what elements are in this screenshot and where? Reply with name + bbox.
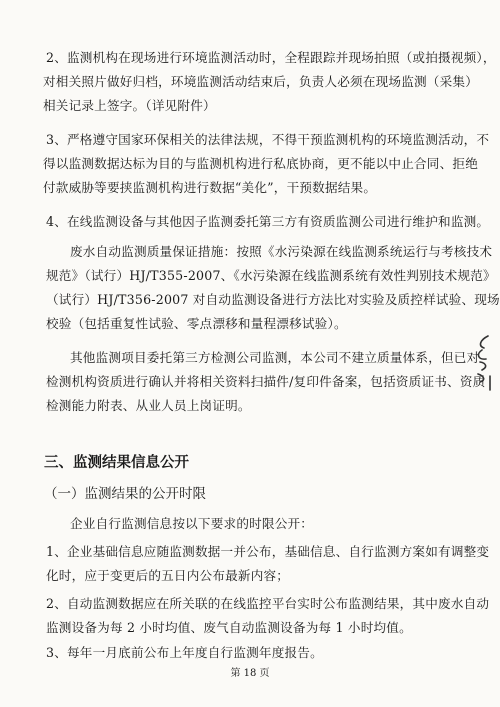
paragraph-item-4 [46, 210, 490, 234]
text-line: 2、自动监测数据应在所关联的在线监控平台实时公布监测结果，其中废水自动 [46, 596, 490, 611]
text-line: 3、每年一月底前公布上年度自行监测年度报告。 [46, 645, 323, 660]
text-line: 检测机构资质进行确认并将相关资料扫描件/复印件备案，包括资质证书、资质 [46, 374, 486, 389]
subsection-heading: （一）监测结果的公开时限 [44, 486, 206, 502]
page-number: 第 18 页 [230, 668, 270, 679]
text-line: 企业自行监测信息按以下要求的时限公开： [70, 516, 314, 531]
text-line: （试行）HJ/T356-2007 对自动监测设备进行方法比对实验及质控样试验、现场 [46, 292, 500, 307]
text-line: 得以监测数据达标为目的与监测机构进行私底协商，更不能以中止合同、拒绝 [43, 156, 478, 171]
paragraph-wastewater-qa [46, 240, 500, 336]
text-line: 1、企业基础信息应随监测数据一并公布，基础信息、自行监测方案如有调整变 [46, 544, 490, 559]
text-line: 检测能力附表、从业人员上岗证明。 [46, 398, 251, 413]
text-line: 其他监测项目委托第三方检测公司监测，本公司不建立质量体系，但已对 [70, 350, 480, 365]
text-line: 4、在线监测设备与其他因子监测委托第三方有资质监测公司进行维护和监测。 [46, 214, 490, 229]
text-line: 化时，应于变更后的五日内公布最新内容； [46, 568, 290, 583]
paragraph-item-2b [46, 592, 490, 640]
paragraph-item-3b [46, 641, 458, 665]
text-line: 付款威胁等要挟监测机构进行数据“美化”，干预数据结果。 [43, 180, 377, 195]
text-line: 对相关照片做好归档，环境监测活动结束后，负责人必须在现场监测（采集） [43, 74, 478, 89]
paragraph-intro [46, 512, 458, 536]
text-line: 监测设备为每 2 小时均值、废气自动监测设备为每 1 小时均值。 [46, 620, 412, 635]
paragraph-item-2 [43, 46, 496, 118]
section-heading: 三、监测结果信息公开 [44, 455, 189, 471]
handwritten-signature-mark [470, 332, 500, 392]
text-line: 3、严格遵守国家环保相关的法律法规，不得干预监测机构的环境监测活动，不 [46, 132, 490, 147]
text-line: 规范》（试行）HJ/T355-2007、《水污染源在线监测系统有效性判别技术规范》 [46, 268, 496, 283]
text-line: 相关记录上签字。（详见附件） [43, 98, 216, 113]
paragraph-item-3 [43, 128, 490, 200]
paragraph-item-1 [46, 540, 490, 588]
text-line: 校验（包括重复性试验、零点漂移和量程漂移试验）。 [46, 316, 347, 331]
text-line: 2、监测机构在现场进行环境监测活动时，全程跟踪并现场拍照（或拍摄视频）， [46, 50, 496, 65]
paragraph-other-monitoring [46, 346, 486, 418]
text-line: 废水自动监测质量保证措施：按照《水污染源在线监测系统运行与考核技术 [70, 244, 493, 259]
